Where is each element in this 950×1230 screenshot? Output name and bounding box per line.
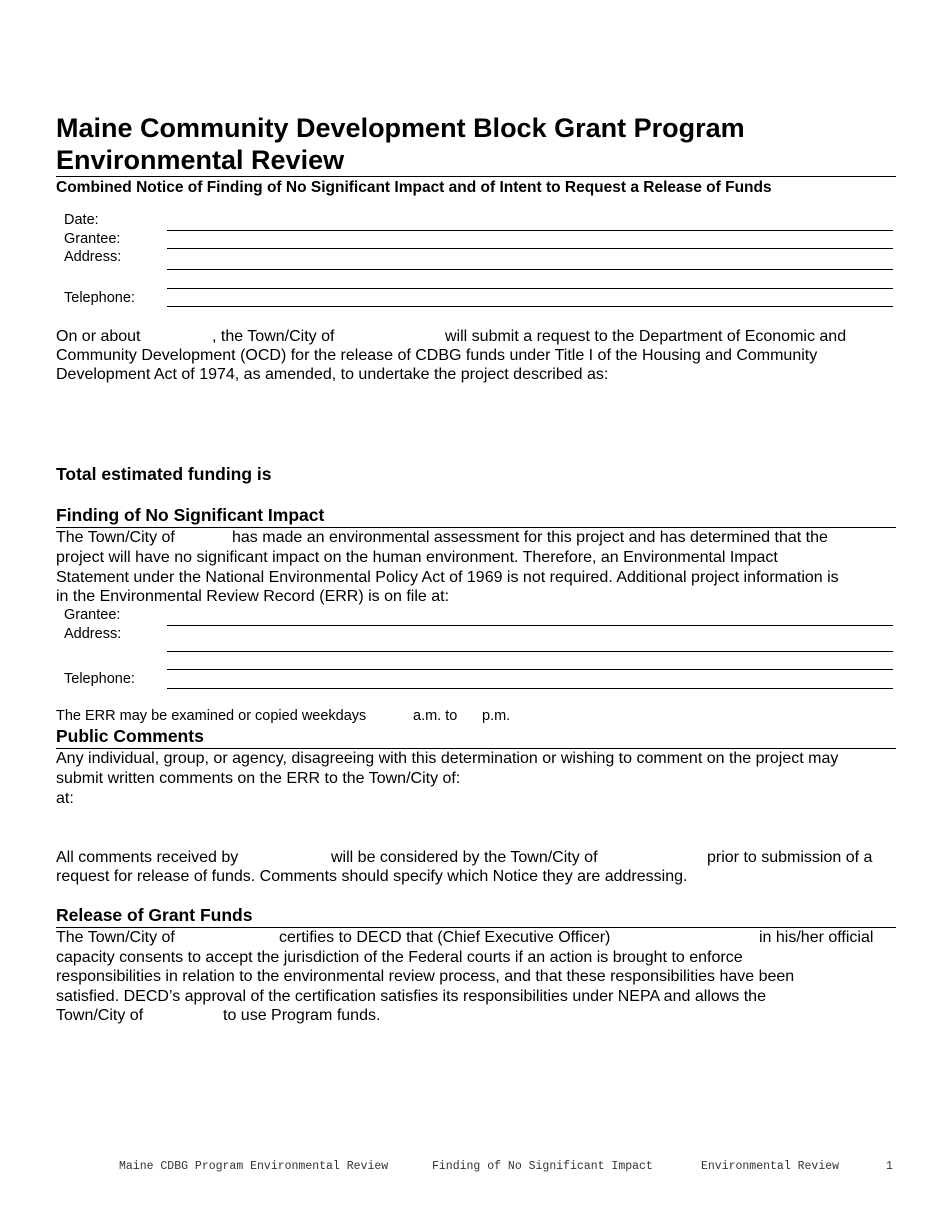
err-telephone-field[interactable]: [167, 688, 893, 689]
release-line-4: satisfied. DECD’s approval of the certification satisfies its responsibilities under NEPA and allows the: [56, 988, 766, 1005]
footer-doc: Environmental Review: [701, 1160, 840, 1173]
release-line-5-b: to use Program funds.: [223, 1007, 381, 1024]
comments-line-4-c: prior to submission of a: [707, 849, 873, 866]
public-comments-heading: Public Comments: [56, 726, 204, 746]
err-hours-pm: p.m.: [482, 708, 511, 724]
release-line-3: responsibilities in relation to the environmental review process, and that these responsibilities have been: [56, 968, 795, 985]
release-line-1-c: in his/her official: [759, 929, 874, 946]
grantee-field[interactable]: [167, 248, 893, 249]
release-line-5: [56, 1006, 896, 1026]
comments-line-4-b: will be considered by the Town/City of: [331, 849, 598, 866]
address-label: Address:: [64, 249, 122, 265]
footer-program: Maine CDBG Program Environmental Review: [119, 1160, 389, 1173]
err-address-label: Address:: [64, 626, 122, 642]
comments-line-3: at:: [56, 790, 74, 807]
release-line-1-a: The Town/City of: [56, 929, 175, 946]
release-line-5-a: Town/City of: [56, 1007, 144, 1024]
address-field-1[interactable]: [167, 269, 893, 270]
err-hours-am: a.m. to: [413, 708, 458, 724]
err-address-field-1[interactable]: [167, 651, 893, 652]
err-address-field-2[interactable]: [167, 669, 893, 670]
fonsi-line-2: project will have no significant impact on the human environment. Therefore, an Environmental Impact: [56, 549, 778, 566]
total-funding-heading: Total estimated funding is: [56, 464, 272, 484]
err-grantee-field[interactable]: [167, 625, 893, 626]
release-line-1: [56, 928, 896, 948]
release-line-1-b: certifies to DECD that (Chief Executive Officer): [279, 929, 611, 946]
fonsi-line-4: in the Environmental Review Record (ERR) is on file at:: [56, 588, 450, 605]
intro-line-1-a: On or about: [56, 328, 141, 345]
err-hours-text: The ERR may be examined or copied weekdays: [56, 708, 367, 724]
footer-page-number: 1: [886, 1160, 893, 1173]
intro-line-1: [56, 327, 896, 347]
err-telephone-label: Telephone:: [64, 671, 135, 687]
release-line-2: capacity consents to accept the jurisdiction of the Federal courts if an action is brought to enforce: [56, 949, 743, 966]
comments-line-4: [56, 848, 896, 868]
address-field-2[interactable]: [167, 288, 893, 289]
fonsi-line-3: Statement under the National Environmental Policy Act of 1969 is not required. Additional project information is: [56, 569, 839, 586]
fonsi-line-1-b: has made an environmental assessment for this project and has determined that the: [232, 529, 828, 546]
comments-line-4-a: All comments received by: [56, 849, 239, 866]
page-title: [56, 112, 745, 176]
comments-line-5: request for release of funds. Comments should specify which Notice they are addressing.: [56, 868, 688, 885]
fonsi-heading: Finding of No Significant Impact: [56, 505, 325, 525]
grantee-label: Grantee:: [64, 231, 121, 247]
date-field[interactable]: [167, 230, 893, 231]
fonsi-line-1-a: The Town/City of: [56, 529, 175, 546]
telephone-field[interactable]: [167, 306, 893, 307]
notice-subtitle: Combined Notice of Finding of No Significant Impact and of Intent to Request a Release of Funds: [56, 179, 772, 196]
intro-line-3: Development Act of 1974, as amended, to undertake the project described as:: [56, 366, 609, 383]
title-line-2: Environmental Review: [56, 145, 345, 175]
intro-line-1-c: will submit a request to the Department of Economic and: [445, 328, 847, 345]
comments-line-1: Any individual, group, or agency, disagreeing with this determination or wishing to comment on the project may: [56, 750, 839, 767]
fonsi-line-1: [56, 528, 896, 548]
intro-line-2: Community Development (OCD) for the release of CDBG funds under Title I of the Housing and Community: [56, 347, 818, 364]
title-line-1: Maine Community Development Block Grant Program: [56, 113, 745, 143]
footer-section: Finding of No Significant Impact: [432, 1160, 653, 1173]
telephone-label: Telephone:: [64, 290, 135, 306]
title-divider: [56, 176, 896, 177]
release-heading: Release of Grant Funds: [56, 905, 253, 925]
err-grantee-label: Grantee:: [64, 607, 121, 623]
date-label: Date:: [64, 212, 99, 228]
intro-line-1-b: , the Town/City of: [212, 328, 335, 345]
comments-line-2: submit written comments on the ERR to the Town/City of:: [56, 770, 461, 787]
